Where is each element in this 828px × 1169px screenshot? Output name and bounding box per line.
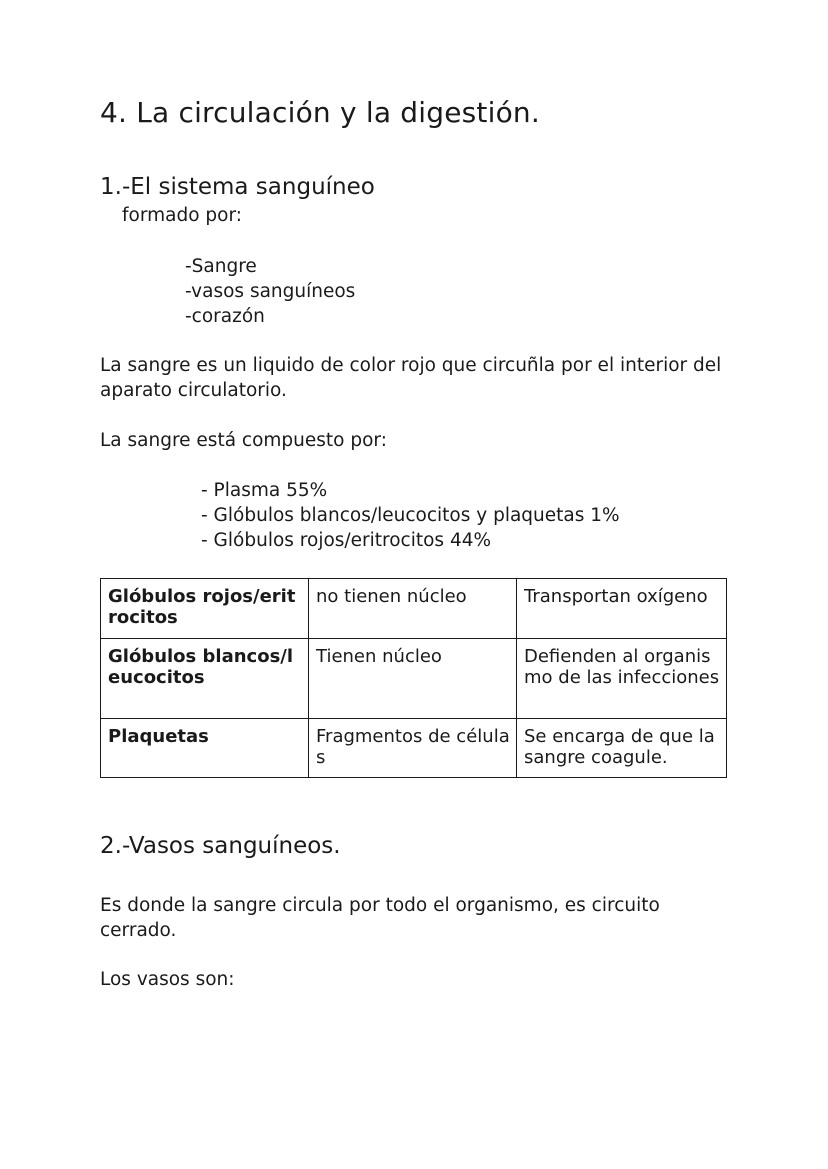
table-row bbox=[101, 579, 727, 639]
blood-cells-table bbox=[100, 578, 727, 778]
list-item: -Sangre bbox=[185, 256, 257, 277]
section-2-heading: 2.-Vasos sanguíneos. bbox=[100, 833, 341, 859]
list-item: - Glóbulos blancos/leucocitos y plaquetas 1% bbox=[201, 505, 620, 526]
list-item: - Plasma 55% bbox=[201, 480, 328, 501]
list-item: -vasos sanguíneos bbox=[185, 281, 356, 302]
vessels-intro: Los vasos son: bbox=[100, 969, 235, 990]
list-item: -corazón bbox=[185, 306, 265, 327]
list-item: - Glóbulos rojos/eritrocitos 44% bbox=[201, 530, 492, 551]
table-cell-function: Transportan oxígeno bbox=[517, 579, 727, 639]
composition-list bbox=[201, 478, 620, 553]
components-list bbox=[185, 254, 355, 329]
section-1-heading: 1.-El sistema sanguíneo bbox=[100, 174, 375, 200]
table-row bbox=[101, 639, 727, 719]
vessels-paragraph: Es donde la sangre circula por todo el organismo, es circuito cerrado. bbox=[100, 895, 660, 941]
table-cell-name: Glóbulos blancos/leucocitos bbox=[101, 639, 309, 719]
table-cell-function: Se encarga de que la sangre coagule. bbox=[517, 719, 727, 778]
table-cell-name: Glóbulos rojos/eritrocitos bbox=[101, 579, 309, 639]
table-cell-nucleus: Fragmentos de células bbox=[309, 719, 517, 778]
table-row bbox=[101, 719, 727, 778]
table-cell-name: Plaquetas bbox=[101, 719, 309, 778]
table-cell-function: Defienden al organismo de las infecciones bbox=[517, 639, 727, 719]
section-1-intro: formado por: bbox=[122, 205, 242, 226]
composition-intro: La sangre está compuesto por: bbox=[100, 430, 387, 451]
page-title: 4. La circulación y la digestión. bbox=[100, 96, 540, 129]
blood-definition-paragraph: La sangre es un liquido de color rojo que circuñla por el interior del aparato circulatorio. bbox=[100, 355, 722, 401]
table-cell-nucleus: no tienen núcleo bbox=[309, 579, 517, 639]
table-cell-nucleus: Tienen núcleo bbox=[309, 639, 517, 719]
